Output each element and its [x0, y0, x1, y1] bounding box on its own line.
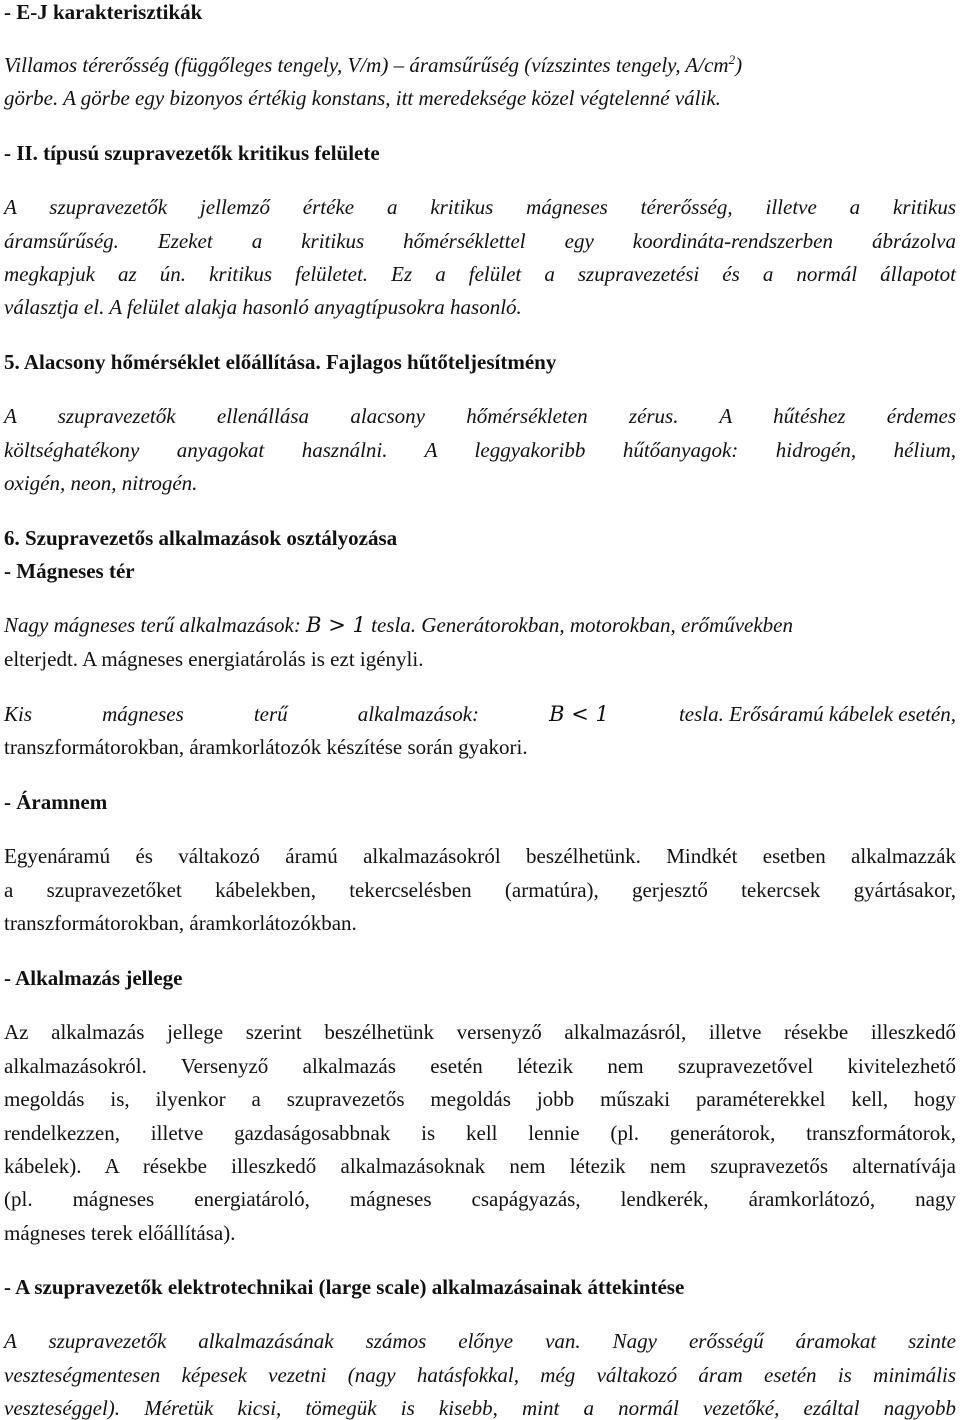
s5-line-3: oxigén, neon, nitrogén. — [4, 471, 198, 495]
formula-b-greater-1: B > 1 — [306, 613, 366, 637]
paragraph-ej-line-1 — [4, 52, 956, 77]
small-field-label-1: Kis — [4, 702, 33, 726]
small-field-label-4: alkalmazások: — [357, 702, 480, 726]
small-field-line-2: transzformátorokban, áramkorlátozók készítése során gyakori. — [4, 735, 528, 759]
superscript-2: 2 — [728, 52, 736, 67]
type2-line-4: választja el. A felület alakja hasonló anyagtípusokra hasonló. — [4, 295, 522, 319]
aramnem-line-1: Egyenáramú és váltakozó áramú alkalmazásokról beszélhetünk. Mindkét esetben alkalmazzák — [4, 844, 956, 868]
heading-section-6: 6. Szupravezetős alkalmazások osztályozása — [4, 526, 398, 550]
paragraph-ej-line-2: görbe. A görbe egy bizonyos értékig konstans, itt meredeksége közel végtelenné válik. — [4, 86, 721, 110]
small-field-rest: tesla. Erősáramú kábelek esetén, — [678, 702, 956, 726]
aramnem-line-3: transzformátorokban, áramkorlátozókban. — [4, 911, 357, 935]
jellege-line-2: alkalmazásokról. Versenyző alkalmazás esetén létezik nem szupravezetővel kivitelezhető — [4, 1054, 956, 1078]
subheading-current-type: - Áramnem — [4, 790, 108, 814]
s5-line-1: A szupravezetők ellenállása alacsony hőmérsékleten zérus. A hűtéshez érdemes — [4, 404, 956, 428]
subheading-large-scale-overview: - A szupravezetők elektrotechnikai (large scale) alkalmazásainak áttekintése — [4, 1275, 685, 1299]
type2-line-1: A szupravezetők jellemző értéke a kritikus mágneses térerősség, illetve a kritikus — [4, 195, 956, 219]
big-field-label: Nagy mágneses terű alkalmazások: — [4, 613, 301, 637]
jellege-line-1: Az alkalmazás jellege szerint beszélhetünk versenyző alkalmazásról, illetve résekbe illeszkedő — [4, 1020, 956, 1044]
subheading-magnetic-field: - Mágneses tér — [4, 559, 135, 583]
jellege-line-3: megoldás is, ilyenkor a szupravezetős megoldás jobb műszaki paraméterekkel kell, hogy — [4, 1087, 956, 1111]
overview-line-1: A szupravezetők alkalmazásának számos előnye van. Nagy erősségű áramokat szinte — [4, 1329, 956, 1353]
aramnem-line-2: a szupravezetőket kábelekben, tekercselésben (armatúra), gerjesztő tekercsek gyártásakor, — [4, 878, 956, 902]
s5-line-2: költséghatékony anyagokat használni. A leggyakoribb hűtőanyagok: hidrogén, hélium, — [4, 438, 956, 462]
type2-line-3: megkapjuk az ún. kritikus felületet. Ez a felület a szupravezetési és a normál állapotot — [4, 262, 956, 286]
type2-line-2: áramsűrűség. Ezeket a kritikus hőmérséklettel egy koordináta-rendszerben ábrázolva — [4, 229, 956, 253]
big-field-line-1 — [4, 615, 956, 636]
ej-line-1-close: ) — [735, 53, 743, 77]
big-field-line-2: elterjedt. A mágneses energiatárolás is ezt igényli. — [4, 647, 424, 671]
heading-type2-surface: - II. típusú szupravezetők kritikus felülete — [4, 141, 380, 165]
small-field-label-2: mágneses — [102, 702, 184, 726]
ej-line-1-text: Villamos térerősség (függőleges tengely, V/m) – áramsűrűség (vízszintes tengely, A/cm — [4, 53, 729, 77]
subheading-application-nature: - Alkalmazás jellege — [4, 966, 183, 990]
overview-line-2: veszteségmentesen képesek vezetni (nagy hatásfokkal, még váltakozó áram esetén is minimális — [4, 1363, 956, 1387]
formula-b-less-1: B < 1 — [549, 702, 609, 726]
small-field-line-1 — [4, 704, 956, 725]
jellege-line-6: (pl. mágneses energiatároló, mágneses csapágyazás, lendkerék, áramkorlátozó, nagy — [4, 1187, 956, 1211]
jellege-line-4: rendelkezzen, illetve gazdaságosabbnak is kell lennie (pl. generátorok, transzformátorok, — [4, 1121, 956, 1145]
heading-ej: - E-J karakterisztikák — [4, 0, 203, 24]
heading-section-5: 5. Alacsony hőmérséklet előállítása. Fajlagos hűtőteljesítmény — [4, 350, 557, 374]
small-field-label-3: terű — [253, 702, 288, 726]
jellege-line-5: kábelek). A résekbe illeszkedő alkalmazásoknak nem létezik nem szupravezetős alternatívája — [4, 1154, 956, 1178]
jellege-line-7: mágneses terek előállítása). — [4, 1221, 236, 1245]
overview-line-3: veszteséggel). Méretük kicsi, tömegük is kisebb, mint a normál vezetőké, ezáltal nagyobb — [4, 1396, 956, 1420]
big-field-rest: tesla. Generátorokban, motorokban, erőművekben — [371, 613, 793, 637]
